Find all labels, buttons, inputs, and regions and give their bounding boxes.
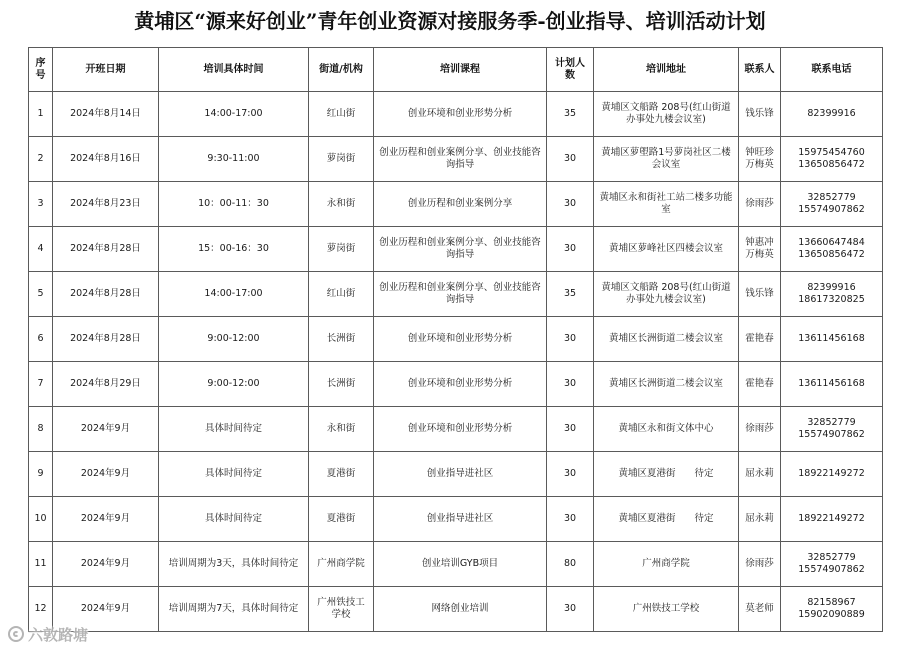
cell-planned-count: 30 [547, 362, 594, 407]
phone-line: 15574907862 [798, 564, 865, 575]
cell-index: 8 [29, 407, 53, 452]
header-start-date: 开班日期 [53, 48, 159, 92]
cell-course: 创业历程和创业案例分享 [374, 182, 547, 227]
cell-planned-count: 30 [547, 407, 594, 452]
cell-index: 4 [29, 227, 53, 272]
cell-address: 黄埔区萝塱路1号萝岗社区二楼会议室 [594, 137, 739, 182]
cell-course: 创业指导进社区 [374, 497, 547, 542]
swirl-logo-icon [8, 626, 24, 642]
phone-line: 13611456168 [798, 333, 865, 344]
phone-line: 15574907862 [798, 204, 865, 215]
cell-contact [739, 317, 781, 362]
cell-planned-count: 80 [547, 542, 594, 587]
cell-planned-count: 35 [547, 92, 594, 137]
cell-phone [781, 137, 883, 182]
cell-time: 15：00-16：30 [159, 227, 309, 272]
cell-address: 黄埔区永和街社工站二楼多功能室 [594, 182, 739, 227]
header-planned-count: 计划人数 [547, 48, 594, 92]
contact-line: 屈永莉 [745, 468, 774, 479]
cell-time: 14:00-17:00 [159, 272, 309, 317]
cell-phone [781, 272, 883, 317]
phone-line: 15574907862 [798, 429, 865, 440]
table-row [29, 317, 883, 362]
cell-start-date: 2024年8月29日 [53, 362, 159, 407]
phone-line: 13650856472 [798, 159, 865, 170]
phone-line: 15902090889 [798, 609, 865, 620]
cell-time: 具体时间待定 [159, 497, 309, 542]
phone-line: 15975454760 [798, 147, 865, 158]
cell-start-date: 2024年9月 [53, 452, 159, 497]
watermark-text: 六敦路塘 [28, 625, 89, 644]
cell-planned-count: 30 [547, 137, 594, 182]
table-row [29, 452, 883, 497]
contact-line: 霍艳春 [745, 378, 774, 389]
cell-index: 7 [29, 362, 53, 407]
cell-time: 9:00-12:00 [159, 362, 309, 407]
cell-phone [781, 362, 883, 407]
cell-address: 黄埔区萝峰社区四楼会议室 [594, 227, 739, 272]
cell-street: 红山街 [309, 92, 374, 137]
cell-phone [781, 452, 883, 497]
phone-line: 82158967 [807, 597, 856, 608]
cell-street: 萝岗街 [309, 227, 374, 272]
contact-line: 徐雨莎 [745, 198, 774, 209]
contact-line: 万梅英 [745, 249, 774, 260]
cell-phone [781, 317, 883, 362]
cell-course: 创业环境和创业形势分析 [374, 92, 547, 137]
header-time: 培训具体时间 [159, 48, 309, 92]
cell-start-date: 2024年8月23日 [53, 182, 159, 227]
contact-line: 屈永莉 [745, 513, 774, 524]
cell-course: 创业指导进社区 [374, 452, 547, 497]
table-header [29, 48, 883, 92]
phone-line: 13650856472 [798, 249, 865, 260]
contact-line: 钟旺珍 [745, 147, 774, 158]
table-row [29, 272, 883, 317]
table-row [29, 407, 883, 452]
cell-planned-count: 30 [547, 227, 594, 272]
table-row [29, 587, 883, 632]
cell-course: 创业环境和创业形势分析 [374, 407, 547, 452]
cell-course: 创业历程和创业案例分享、创业技能咨询指导 [374, 272, 547, 317]
cell-start-date: 2024年9月 [53, 587, 159, 632]
cell-start-date: 2024年8月28日 [53, 227, 159, 272]
cell-contact [739, 137, 781, 182]
table-header-row [29, 48, 883, 92]
phone-line: 18922149272 [798, 468, 865, 479]
cell-address: 黄埔区永和街文体中心 [594, 407, 739, 452]
cell-street: 夏港街 [309, 452, 374, 497]
cell-planned-count: 30 [547, 182, 594, 227]
cell-contact [739, 227, 781, 272]
cell-course: 创业培训GYB项目 [374, 542, 547, 587]
header-contact: 联系人 [739, 48, 781, 92]
table-row [29, 497, 883, 542]
contact-line: 霍艳春 [745, 333, 774, 344]
cell-address: 黄埔区文船路 208号(红山街道办事处九楼会议室) [594, 272, 739, 317]
cell-planned-count: 30 [547, 497, 594, 542]
cell-phone [781, 407, 883, 452]
cell-planned-count: 30 [547, 587, 594, 632]
cell-address: 黄埔区文船路 208号(红山街道办事处九楼会议室) [594, 92, 739, 137]
table-row [29, 227, 883, 272]
cell-index: 10 [29, 497, 53, 542]
cell-planned-count: 30 [547, 317, 594, 362]
cell-start-date: 2024年8月28日 [53, 317, 159, 362]
table-row [29, 182, 883, 227]
cell-index: 6 [29, 317, 53, 362]
cell-address: 黄埔区夏港街 待定 [594, 452, 739, 497]
cell-index: 11 [29, 542, 53, 587]
table-body [29, 92, 883, 632]
table-row [29, 362, 883, 407]
cell-phone [781, 92, 883, 137]
phone-line: 13611456168 [798, 378, 865, 389]
table-row [29, 92, 883, 137]
cell-contact [739, 362, 781, 407]
cell-course: 创业环境和创业形势分析 [374, 317, 547, 362]
cell-street: 长洲街 [309, 317, 374, 362]
cell-phone [781, 497, 883, 542]
cell-address: 黄埔区夏港街 待定 [594, 497, 739, 542]
contact-line: 钱乐锋 [745, 108, 774, 119]
cell-time: 培训周期为3天，具体时间待定 [159, 542, 309, 587]
phone-line: 82399916 [807, 108, 856, 119]
header-index: 序号 [29, 48, 53, 92]
phone-line: 18922149272 [798, 513, 865, 524]
cell-contact [739, 407, 781, 452]
cell-start-date: 2024年9月 [53, 497, 159, 542]
cell-start-date: 2024年8月16日 [53, 137, 159, 182]
cell-street: 永和街 [309, 407, 374, 452]
contact-line: 万梅英 [745, 159, 774, 170]
contact-line: 莫老师 [745, 603, 774, 614]
phone-line: 32852779 [807, 192, 856, 203]
phone-line: 13660647484 [798, 237, 865, 248]
cell-planned-count: 30 [547, 452, 594, 497]
cell-address: 黄埔区长洲街道二楼会议室 [594, 362, 739, 407]
table-row [29, 137, 883, 182]
cell-phone [781, 182, 883, 227]
cell-index: 12 [29, 587, 53, 632]
table-row [29, 542, 883, 587]
cell-street: 红山街 [309, 272, 374, 317]
cell-index: 3 [29, 182, 53, 227]
cell-street: 长洲街 [309, 362, 374, 407]
cell-start-date: 2024年8月28日 [53, 272, 159, 317]
cell-index: 5 [29, 272, 53, 317]
cell-time: 具体时间待定 [159, 452, 309, 497]
cell-phone [781, 542, 883, 587]
cell-index: 9 [29, 452, 53, 497]
cell-address: 黄埔区长洲街道二楼会议室 [594, 317, 739, 362]
cell-street: 广州铁技工学校 [309, 587, 374, 632]
cell-phone [781, 227, 883, 272]
contact-line: 钟惠冲 [745, 237, 774, 248]
training-schedule-table [28, 47, 883, 632]
cell-street: 萝岗街 [309, 137, 374, 182]
cell-street: 广州商学院 [309, 542, 374, 587]
cell-time: 培训周期为7天，具体时间待定 [159, 587, 309, 632]
cell-phone [781, 587, 883, 632]
cell-street: 永和街 [309, 182, 374, 227]
cell-index: 1 [29, 92, 53, 137]
cell-contact [739, 92, 781, 137]
cell-time: 14:00-17:00 [159, 92, 309, 137]
header-street: 街道/机构 [309, 48, 374, 92]
phone-line: 32852779 [807, 417, 856, 428]
cell-course: 创业历程和创业案例分享、创业技能咨询指导 [374, 137, 547, 182]
cell-course: 创业环境和创业形势分析 [374, 362, 547, 407]
cell-time: 9:00-12:00 [159, 317, 309, 362]
contact-line: 徐雨莎 [745, 423, 774, 434]
document-title: 黄埔区“源来好创业”青年创业资源对接服务季-创业指导、培训活动计划 [134, 9, 766, 33]
cell-contact [739, 452, 781, 497]
cell-address: 广州商学院 [594, 542, 739, 587]
cell-planned-count: 35 [547, 272, 594, 317]
header-address: 培训地址 [594, 48, 739, 92]
cell-start-date: 2024年8月14日 [53, 92, 159, 137]
cell-start-date: 2024年9月 [53, 542, 159, 587]
header-course: 培训课程 [374, 48, 547, 92]
contact-line: 徐雨莎 [745, 558, 774, 569]
cell-index: 2 [29, 137, 53, 182]
contact-line: 钱乐锋 [745, 288, 774, 299]
phone-line: 82399916 [807, 282, 856, 293]
cell-time: 具体时间待定 [159, 407, 309, 452]
cell-course: 网络创业培训 [374, 587, 547, 632]
cell-time: 9:30-11:00 [159, 137, 309, 182]
cell-contact [739, 497, 781, 542]
header-phone: 联系电话 [781, 48, 883, 92]
cell-course: 创业历程和创业案例分享、创业技能咨询指导 [374, 227, 547, 272]
cell-contact [739, 587, 781, 632]
cell-street: 夏港街 [309, 497, 374, 542]
cell-contact [739, 542, 781, 587]
cell-address: 广州铁技工学校 [594, 587, 739, 632]
cell-start-date: 2024年9月 [53, 407, 159, 452]
phone-line: 32852779 [807, 552, 856, 563]
cell-contact [739, 182, 781, 227]
phone-line: 18617320825 [798, 294, 865, 305]
cell-time: 10：00-11：30 [159, 182, 309, 227]
cell-contact [739, 272, 781, 317]
